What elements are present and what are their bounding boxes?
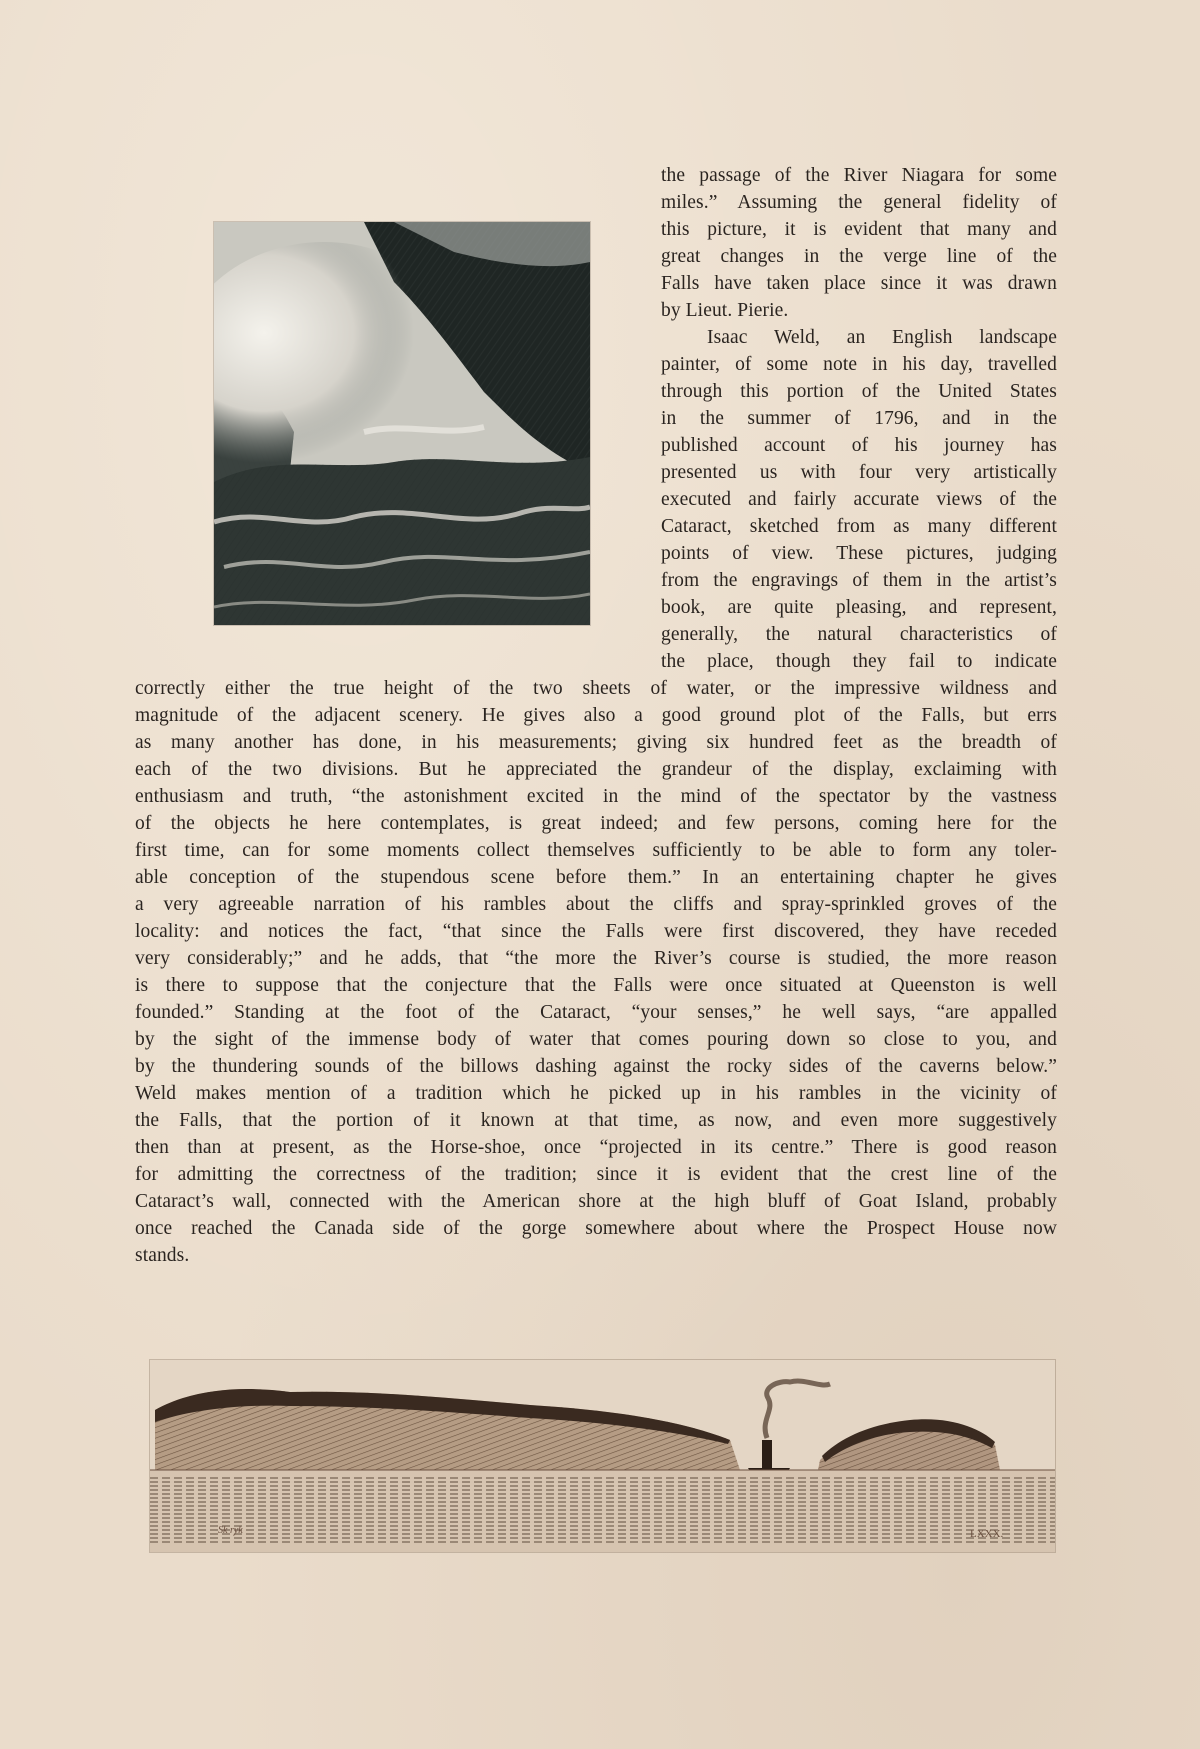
text-line: each of the two divisions. But he appreciated the grandeur of the display, exclaiming with (135, 759, 1057, 780)
text-line: in the summer of 1796, and in the (661, 408, 1057, 429)
text-line: founded.” Standing at the foot of the Cataract, “your senses,” he well says, “are appalled (135, 1002, 1057, 1023)
text-line: presented us with four very artistically (661, 462, 1057, 483)
text-line: enthusiasm and truth, “the astonishment excited in the mind of the spectator by the vastness (135, 786, 1057, 807)
text-line: magnitude of the adjacent scenery. He gives also a good ground plot of the Falls, but errs (135, 705, 1057, 726)
text-line: very considerably;” and he adds, that “the more the River’s course is studied, the more reason (135, 948, 1057, 969)
text-line: points of view. These pictures, judging (661, 543, 1057, 564)
text-line: by the sight of the immense body of water that comes pouring down so close to you, and (135, 1029, 1057, 1050)
text-line: this picture, it is evident that many and (661, 219, 1057, 240)
text-line: published account of his journey has (661, 435, 1057, 456)
text-line: as many another has done, in his measurements; giving six hundred feet as the breadth of (135, 732, 1057, 753)
plate-number: LXXX. (970, 1528, 1004, 1540)
text-line: miles.” Assuming the general fidelity of (661, 192, 1057, 213)
text-line: the place, though they fail to indicate (661, 651, 1057, 672)
text-line: great changes in the verge line of the (661, 246, 1057, 267)
paragraph-first-line: Isaac Weld, an English landscape (707, 327, 1057, 348)
text-line: the Falls, that the portion of it known at that time, as now, and even more suggestively (135, 1110, 1057, 1131)
text-line: from the engravings of them in the artist’s (661, 570, 1057, 591)
text-line: executed and fairly accurate views of the (661, 489, 1057, 510)
text-line: the passage of the River Niagara for some (661, 165, 1057, 186)
text-line: a very agreeable narration of his rambles about the cliffs and spray-sprinkled groves of the (135, 894, 1057, 915)
plate-signature: Sk ryk (218, 1525, 243, 1536)
text-line: by Lieut. Pierie. (661, 300, 789, 321)
text-line: stands. (135, 1245, 190, 1266)
text-line: once reached the Canada side of the gorge somewhere about where the Prospect House now (135, 1218, 1057, 1239)
text-line: Weld makes mention of a tradition which he picked up in his rambles in the vicinity of (135, 1083, 1057, 1104)
text-line: Falls have taken place since it was drawn (661, 273, 1057, 294)
text-line: book, are quite pleasing, and represent, (661, 597, 1057, 618)
text-line: is there to suppose that the conjecture that the Falls were once situated at Queenston is well (135, 975, 1057, 996)
text-line: first time, can for some moments collect themselves sufficiently to be able to form any toler- (135, 840, 1057, 861)
text-line: Cataract, sketched from as many different (661, 516, 1057, 537)
text-line: of the objects he here contemplates, is great indeed; and few persons, coming here for the (135, 813, 1057, 834)
text-line: painter, of some note in his day, travelled (661, 354, 1057, 375)
text-line: then than at present, as the Horse-shoe, once “projected in its centre.” There is good reason (135, 1137, 1057, 1158)
text-line: Cataract’s wall, connected with the American shore at the high bluff of Goat Island, probably (135, 1191, 1057, 1212)
text-line: locality: and notices the fact, “that since the Falls were first discovered, they have receded (135, 921, 1057, 942)
text-line: through this portion of the United States (661, 381, 1057, 402)
text-line: able conception of the stupendous scene before them.” In an entertaining chapter he gives (135, 867, 1057, 888)
text-line: for admitting the correctness of the tradition; since it is evident that the crest line of the (135, 1164, 1057, 1185)
waves-etching-drawing (214, 222, 590, 625)
text-line: correctly either the true height of the two sheets of water, or the impressive wildness and (135, 678, 1057, 699)
text-line: generally, the natural characteristics of (661, 624, 1057, 645)
text-line: by the thundering sounds of the billows dashing against the rocky sides of the caverns below.” (135, 1056, 1057, 1077)
river-etching-drawing (150, 1360, 1055, 1552)
river-etching-image (150, 1360, 1055, 1552)
waves-etching-image (214, 222, 590, 625)
